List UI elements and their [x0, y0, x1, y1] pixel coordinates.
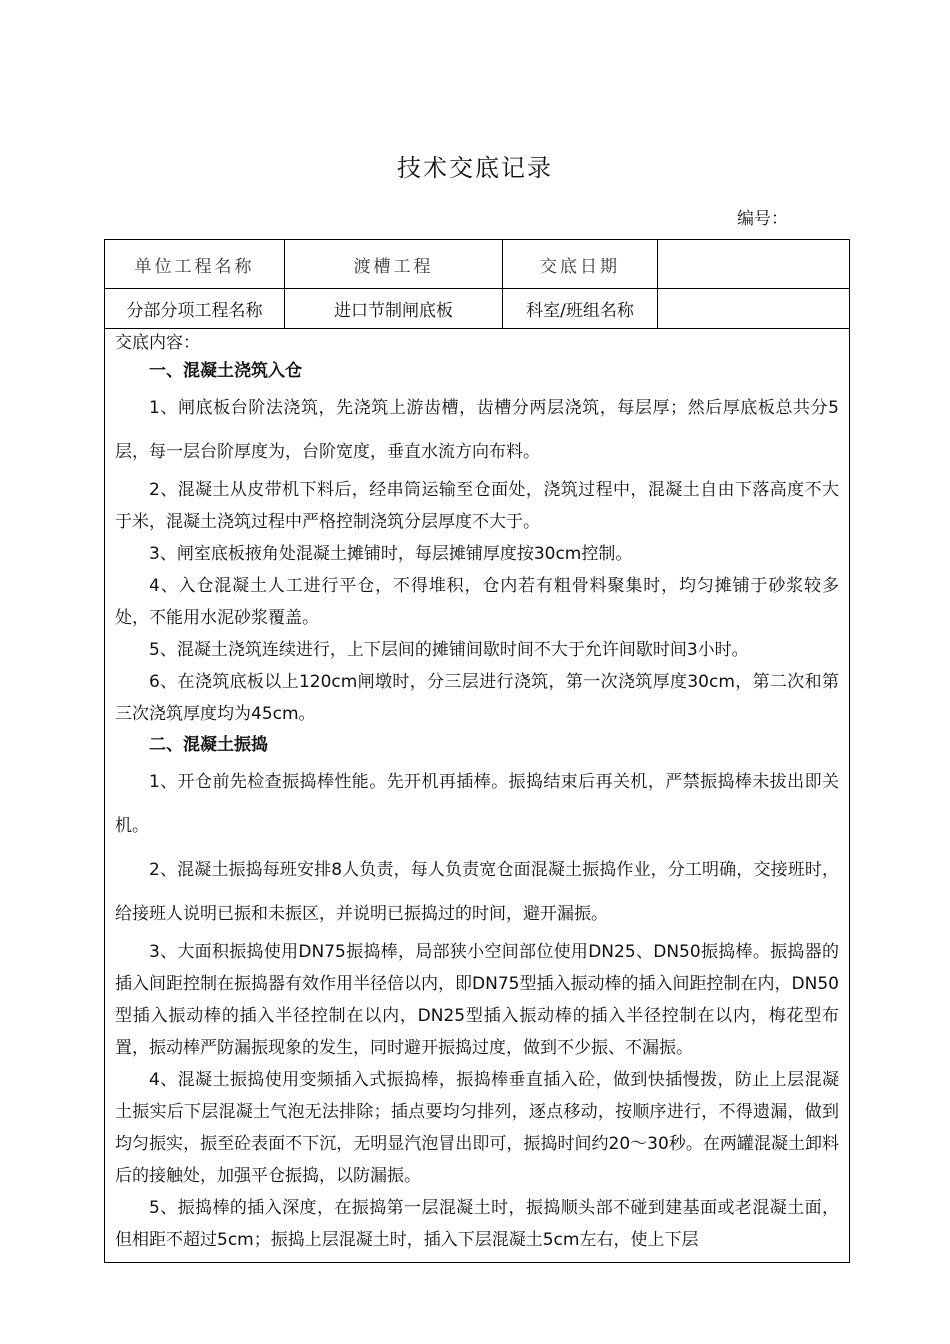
table-row-unit [105, 240, 849, 289]
handover-date-label: 交底日期 [503, 240, 658, 288]
paragraph-vibration-4: 4、混凝土振捣使用变频插入式振捣棒，振捣棒垂直插入砼，做到快插慢拨，防止上层混凝土振实后下层混凝土气泡无法排除；插点要均匀排列，逐点移动，按顺序进行，不得遗漏，做到均匀振实，振至砼表面不下沉，无明显汽泡冒出即可，振捣时间约20～30秒。在两罐混凝土卸料后的接触处，加强平仓振捣，以防漏振。 [115, 1070, 839, 1186]
paragraph-vibration-5: 5、振捣棒的插入深度，在振捣第一层混凝土时，振捣顺头部不碰到建基面或老混凝土面，但相距不超过5cm；振捣上层混凝土时，插入下层混凝土5cm左右，使上下层 [115, 1198, 839, 1250]
paragraph-vibration-2: 2、混凝土振捣每班安排8人负责，每人负责宽仓面混凝土振捣作业，分工明确，交接班时，给接班人说明已振和未振区，并说明已振捣过的时间，避开漏振。 [115, 860, 839, 924]
paragraph-pouring-3: 3、闸室底板掖角处混凝土摊铺时，每层摊铺厚度按30cm控制。 [149, 544, 633, 564]
paragraph-pouring-4: 4、入仓混凝土人工进行平仓，不得堆积，仓内若有粗骨料聚集时，均匀摊铺于砂浆较多处，不能用水泥砂浆覆盖。 [115, 576, 839, 628]
unit-project-name-label: 单位工程名称 [105, 240, 285, 288]
paragraph-pouring-5: 5、混凝土浇筑连续进行，上下层间的摊铺间歇时间不大于允许间歇时间3小时。 [149, 640, 749, 660]
handover-record-table [104, 239, 850, 1263]
section-heading-vibration: 二、混凝土振捣 [149, 735, 268, 755]
department-team-value [658, 288, 849, 328]
department-team-label: 科室/班组名称 [503, 288, 658, 328]
paragraph-pouring-6: 6、在浇筑底板以上120cm闸墩时，分三层进行浇筑，第一次浇筑厚度30cm，第二次和第三次浇筑厚度均为45cm。 [115, 672, 839, 724]
paragraph-vibration-1: 1、开仓前先检查振捣棒性能。先开机再插棒。振捣结束后再关机，严禁振捣棒未拔出即关机。 [115, 772, 839, 836]
content-label: 交底内容： [115, 333, 200, 353]
table-row-subproject [105, 288, 849, 329]
paragraph-pouring-2: 2、混凝土从皮带机下料后，经串筒运输至仓面处，浇筑过程中，混凝土自由下落高度不大于米，混凝土浇筑过程中严格控制浇筑分层厚度不大于。 [115, 480, 839, 532]
subproject-name-label: 分部分项工程名称 [105, 288, 285, 328]
handover-date-value [658, 240, 849, 288]
paragraph-vibration-3: 3、大面积振捣使用DN75振捣棒，局部狭小空间部位使用DN25、DN50振捣棒。振捣器的插入间距控制在振捣器有效作用半径倍以内，即DN75型插入振动棒的插入间距控制在内，DN50型插入振动棒的插入半径控制在以内，DN25型插入振动棒的插入半径控制在以内，梅花型布置，振动棒严防漏振现象的发生，同时避开振捣过度，做到不少振、不漏振。 [115, 942, 839, 1058]
serial-number-label: 编号： [737, 209, 788, 229]
document-title: 技术交底记录 [397, 154, 553, 182]
unit-project-name-value: 渡槽工程 [285, 240, 503, 288]
paragraph-pouring-1: 1、闸底板台阶法浇筑，先浇筑上游齿槽，齿槽分两层浇筑，每层厚；然后厚底板总共分5层，每一层台阶厚度为，台阶宽度，垂直水流方向布料。 [115, 398, 839, 462]
handover-content [105, 328, 849, 1262]
section-heading-pouring: 一、混凝土浇筑入仓 [149, 361, 302, 381]
subproject-name-value: 进口节制闸底板 [285, 288, 503, 328]
